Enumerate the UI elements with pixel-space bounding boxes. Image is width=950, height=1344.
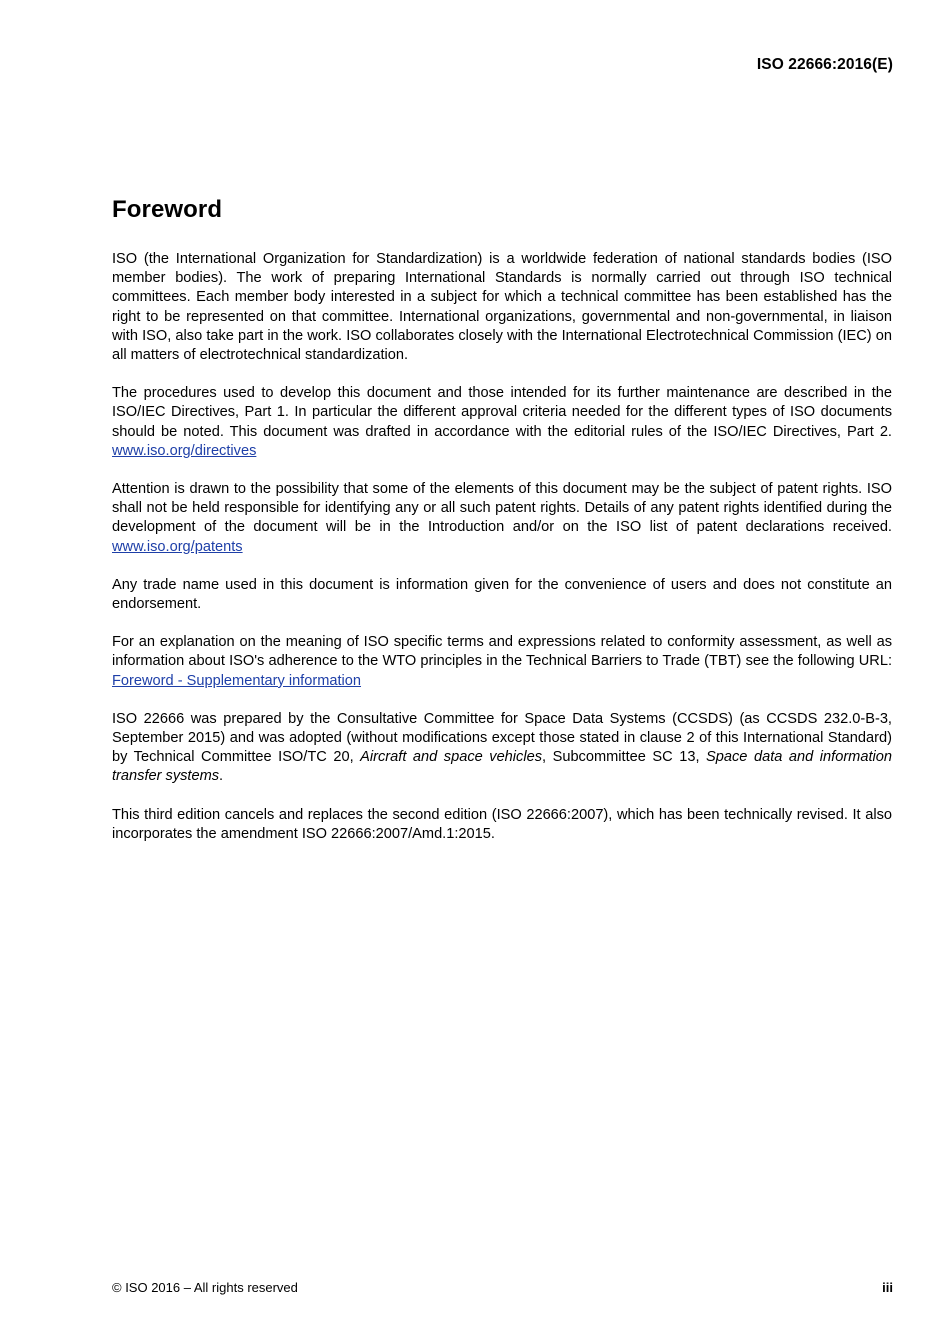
subcommittee-title-sc13: Space data and information transfer systems — [112, 749, 892, 785]
paragraph-preparation-committee-text-1: ISO 22666 was prepared by the Consultative Committee for Space Data Systems (CCSDS) (as CCSDS 232.0-B-3, September 2015) and was adopted (without modifications except those stated in clause 2 of this International Standard) by Technical Committee ISO/TC 20, — [112, 710, 892, 766]
committee-title-tc20: Aircraft and space vehicles — [360, 749, 542, 766]
footer-copyright: © ISO 2016 – All rights reserved — [112, 1280, 298, 1295]
paragraph-conformity-assessment-text: For an explanation on the meaning of ISO specific terms and expressions related to conformity assessment, as well as information about ISO's adherence to the WTO principles in the Technical Barriers to Trade (TBT) see the following URL: — [112, 634, 892, 670]
link-foreword-supplementary-information[interactable]: Foreword - Supplementary information — [112, 672, 362, 689]
footer-page-number: iii — [882, 1280, 893, 1295]
paragraph-iso-description: ISO (the International Organization for Standardization) is a worldwide federation of national standards bodies (ISO member bodies). The work of preparing International Standards is normally carried out through ISO technical committees. Each member body interested in a subject for which a technical committee has been established has the right to be represented on that committee. International organizations, governmental and non-governmental, in liaison with ISO, also take part in the work. ISO collaborates closely with the International Electrotechnical Commission (IEC) on all matters of electrotechnical standardization. — [112, 251, 892, 364]
document-header-reference: ISO 22666:2016(E) — [756, 56, 893, 73]
link-iso-patents[interactable]: www.iso.org/patents — [112, 538, 243, 555]
paragraph-preparation-committee — [112, 710, 892, 787]
link-iso-directives[interactable]: www.iso.org/directives — [112, 442, 257, 459]
paragraph-conformity-assessment — [112, 633, 892, 691]
paragraph-preparation-committee-text-2: , Subcommittee SC 13, — [542, 749, 707, 766]
paragraph-procedures-text: The procedures used to develop this document and those intended for its further maintenance are described in the ISO/IEC Directives, Part 1. In particular the different approval criteria needed for the different types of ISO documents should be noted. This document was drafted in accordance with the editorial rules of the ISO/IEC Directives, Part 2. — [112, 385, 892, 440]
paragraph-preparation-committee-text-3: . — [219, 768, 224, 785]
document-body — [112, 196, 892, 844]
paragraph-patent-rights-text: Attention is drawn to the possibility that some of the elements of this document may be the subject of patent rights. ISO shall not be held responsible for identifying any or all such patent rights. Details of any patent rights identified during the development of the document will be in the Introduction and/or on the ISO list of patent declarations received. — [112, 481, 892, 536]
paragraph-edition-history: This third edition cancels and replaces the second edition (ISO 22666:2007), which has been technically revised. It also incorporates the amendment ISO 22666:2007/Amd.1:2015. — [112, 806, 892, 842]
page-title: Foreword — [112, 196, 223, 223]
paragraph-trade-name: Any trade name used in this document is information given for the convenience of users and does not constitute an endorsement. — [112, 576, 892, 613]
paragraph-patent-rights — [112, 480, 892, 557]
paragraph-procedures — [112, 384, 892, 461]
